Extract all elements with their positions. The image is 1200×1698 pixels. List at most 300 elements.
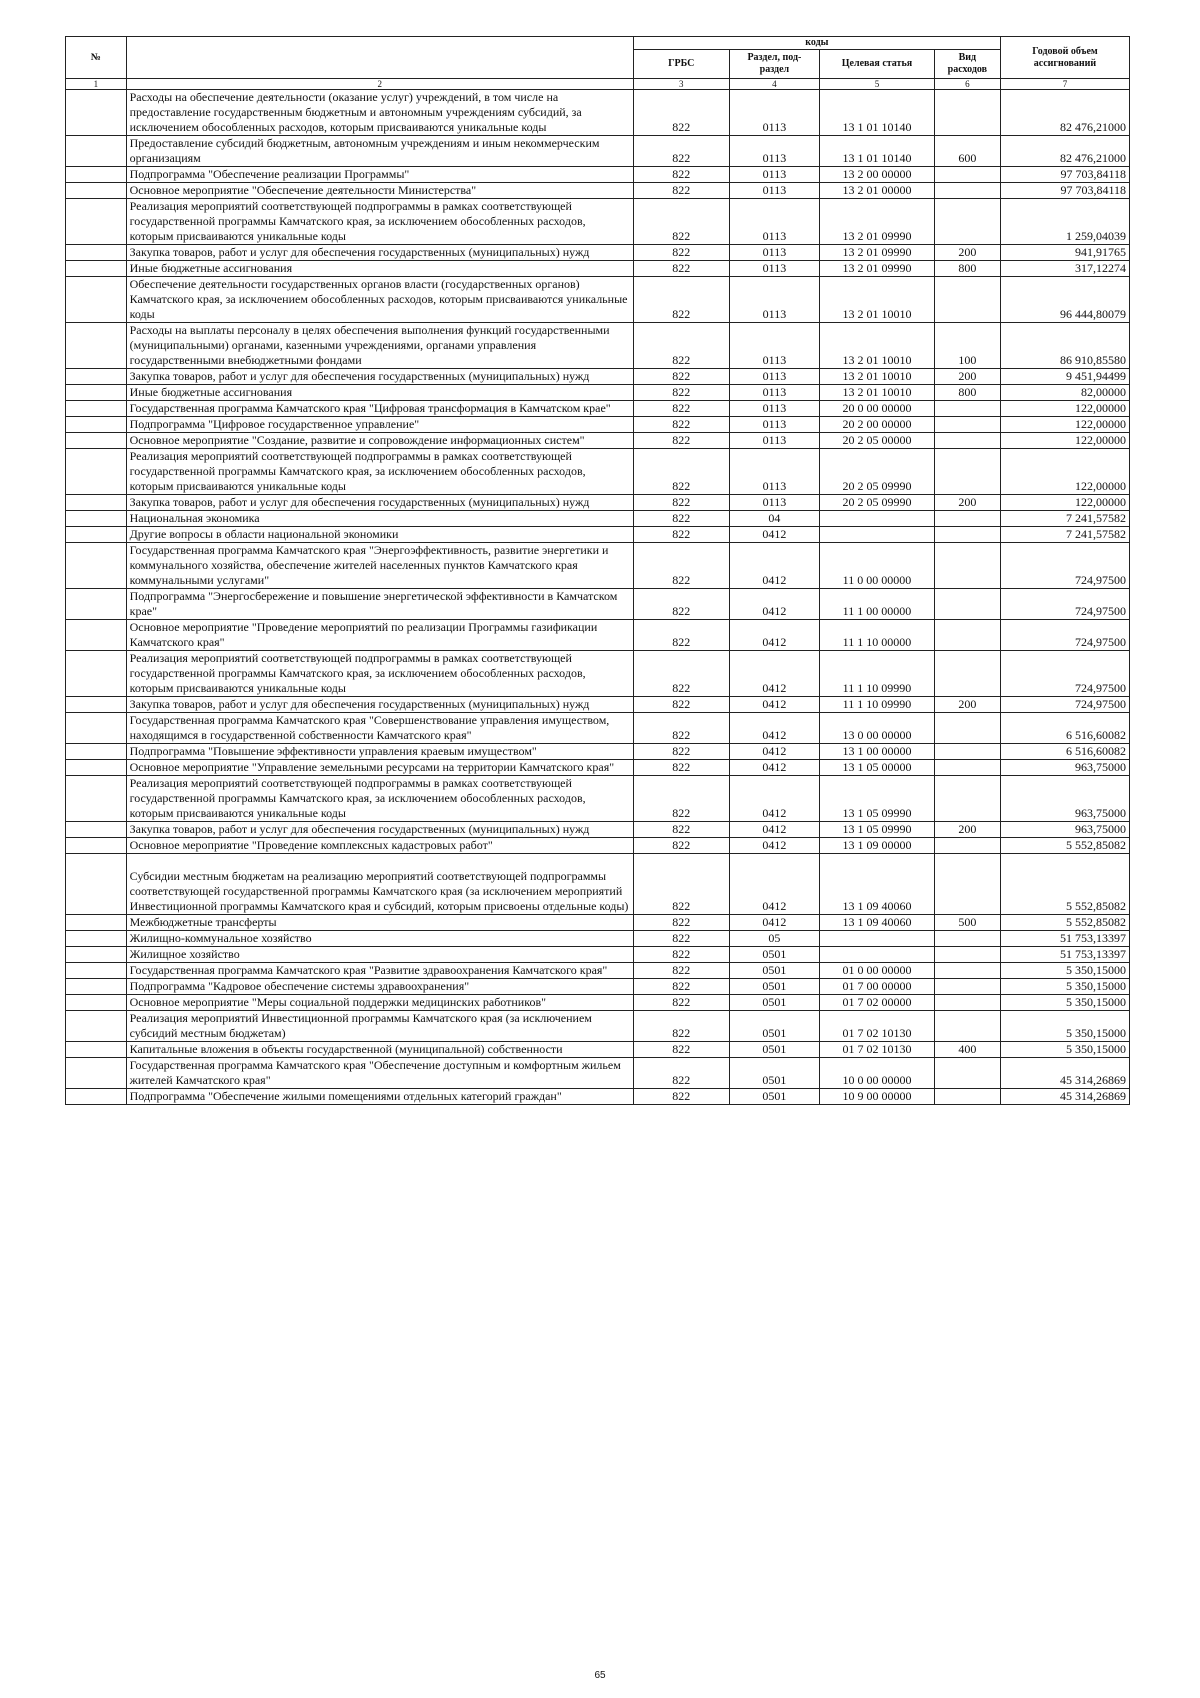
page-number: 65 [594,1670,606,1681]
row-amount: 51 753,13397 [1000,947,1129,963]
row-number [66,543,127,589]
row-name: Жилищное хозяйство [126,947,633,963]
row-expense-type [934,449,1000,495]
row-target-article: 13 1 09 00000 [820,838,935,854]
row-number [66,776,127,822]
header-name [126,37,633,79]
row-razdel: 0501 [729,995,819,1011]
row-razdel: 0412 [729,760,819,776]
row-name: Подпрограмма "Кадровое обеспечение системы здравоохранения" [126,979,633,995]
row-grbs: 822 [633,713,729,744]
row-target-article: 13 1 09 40060 [820,854,935,915]
row-number [66,744,127,760]
row-number [66,511,127,527]
row-target-article: 13 0 00 00000 [820,713,935,744]
row-razdel: 0113 [729,401,819,417]
row-amount: 82 476,21000 [1000,90,1129,136]
table-body [66,90,1130,1105]
row-target-article: 20 2 05 00000 [820,433,935,449]
row-expense-type: 600 [934,136,1000,167]
row-name: Государственная программа Камчатского края "Энергоэффективность, развитие энергетики и коммунального хозяйства, обеспечение жителей населенных пунктов Камчатского края коммунальными услугами" [126,543,633,589]
row-amount: 1 259,04039 [1000,199,1129,245]
row-razdel: 0501 [729,1089,819,1105]
row-expense-type [934,854,1000,915]
row-razdel: 0113 [729,277,819,323]
row-razdel: 0113 [729,245,819,261]
col-number: 5 [820,79,935,90]
table-row [66,931,1130,947]
row-grbs: 822 [633,947,729,963]
row-grbs: 822 [633,651,729,697]
row-grbs: 822 [633,511,729,527]
row-name: Иные бюджетные ассигнования [126,261,633,277]
row-amount: 5 350,15000 [1000,1011,1129,1042]
row-name: Другие вопросы в области национальной экономики [126,527,633,543]
header-razdel: Раздел, под-раздел [729,50,819,79]
row-amount: 9 451,94499 [1000,369,1129,385]
table-row [66,167,1130,183]
row-number [66,136,127,167]
row-name: Реализация мероприятий соответствующей подпрограммы в рамках соответствующей государственной программы Камчатского края, за исключением обособленных расходов, которым присваиваются уникальные коды [126,651,633,697]
row-name: Расходы на выплаты персоналу в целях обеспечения выполнения функций государственными (муниципальными) органами, казенными учреждениями, органами управления государственными внебюджетными фондами [126,323,633,369]
row-name: Государственная программа Камчатского края "Развитие здравоохранения Камчатского края" [126,963,633,979]
row-razdel: 0501 [729,963,819,979]
row-expense-type: 200 [934,245,1000,261]
row-target-article: 20 2 00 00000 [820,417,935,433]
row-number [66,931,127,947]
table-row [66,979,1130,995]
budget-table [65,36,1130,1105]
row-razdel: 0113 [729,323,819,369]
row-name: Подпрограмма "Энергосбережение и повышение энергетической эффективности в Камчатском крае" [126,589,633,620]
row-number [66,1011,127,1042]
row-target-article: 13 2 01 10010 [820,323,935,369]
row-expense-type [934,199,1000,245]
row-number [66,261,127,277]
row-grbs: 822 [633,277,729,323]
row-razdel: 0412 [729,822,819,838]
row-number [66,1089,127,1105]
row-amount: 724,97500 [1000,697,1129,713]
row-amount: 45 314,26869 [1000,1058,1129,1089]
row-amount: 122,00000 [1000,401,1129,417]
row-razdel: 0113 [729,199,819,245]
row-target-article: 13 2 01 10010 [820,385,935,401]
row-number [66,713,127,744]
row-razdel: 0412 [729,543,819,589]
row-target-article: 10 9 00 00000 [820,1089,935,1105]
row-amount: 724,97500 [1000,543,1129,589]
row-grbs: 822 [633,1042,729,1058]
table-row [66,543,1130,589]
row-name: Подпрограмма "Повышение эффективности управления краевым имуществом" [126,744,633,760]
row-name: Закупка товаров, работ и услуг для обеспечения государственных (муниципальных) нужд [126,822,633,838]
row-razdel: 0113 [729,369,819,385]
row-expense-type [934,713,1000,744]
row-grbs: 822 [633,854,729,915]
row-razdel: 0412 [729,744,819,760]
row-number [66,963,127,979]
row-grbs: 822 [633,167,729,183]
row-number [66,323,127,369]
row-name: Реализация мероприятий соответствующей подпрограммы в рамках соответствующей государственной программы Камчатского края, за исключением обособленных расходов, которым присваиваются уникальные коды [126,449,633,495]
row-name: Национальная экономика [126,511,633,527]
row-grbs: 822 [633,1058,729,1089]
col-number: 1 [66,79,127,90]
row-target-article: 13 1 05 00000 [820,760,935,776]
row-expense-type [934,1058,1000,1089]
row-expense-type [934,651,1000,697]
table-row [66,854,1130,915]
table-row [66,511,1130,527]
col-number: 6 [934,79,1000,90]
table-row [66,963,1130,979]
row-grbs: 822 [633,385,729,401]
row-expense-type [934,744,1000,760]
row-razdel: 0113 [729,433,819,449]
row-amount: 82 476,21000 [1000,136,1129,167]
table-row [66,1011,1130,1042]
row-number [66,385,127,401]
row-razdel: 0412 [729,854,819,915]
row-grbs: 822 [633,744,729,760]
row-target-article: 01 7 00 00000 [820,979,935,995]
row-grbs: 822 [633,963,729,979]
row-number [66,947,127,963]
table-row [66,527,1130,543]
row-amount: 724,97500 [1000,620,1129,651]
row-target-article [820,931,935,947]
row-razdel: 0501 [729,947,819,963]
row-number [66,495,127,511]
row-amount: 5 350,15000 [1000,995,1129,1011]
row-target-article: 20 2 05 09990 [820,495,935,511]
table-row [66,838,1130,854]
row-expense-type [934,543,1000,589]
row-name: Капитальные вложения в объекты государственной (муниципальной) собственности [126,1042,633,1058]
row-razdel: 0412 [729,697,819,713]
row-amount: 6 516,60082 [1000,713,1129,744]
row-number [66,527,127,543]
row-amount: 963,75000 [1000,776,1129,822]
row-razdel: 0113 [729,495,819,511]
table-row [66,90,1130,136]
table-row [66,589,1130,620]
table-row [66,697,1130,713]
row-amount: 96 444,80079 [1000,277,1129,323]
row-target-article: 13 2 01 09990 [820,261,935,277]
row-grbs: 822 [633,589,729,620]
table-row [66,995,1130,1011]
row-expense-type [934,947,1000,963]
row-razdel: 0412 [729,915,819,931]
row-target-article: 13 2 01 09990 [820,199,935,245]
row-number [66,979,127,995]
row-expense-type: 200 [934,822,1000,838]
row-grbs: 822 [633,183,729,199]
row-expense-type: 500 [934,915,1000,931]
row-number [66,1042,127,1058]
row-amount: 5 350,15000 [1000,963,1129,979]
row-grbs: 822 [633,261,729,277]
row-name: Межбюджетные трансферты [126,915,633,931]
col-number: 7 [1000,79,1129,90]
table-row [66,277,1130,323]
table-row [66,136,1130,167]
row-expense-type [934,838,1000,854]
row-amount: 51 753,13397 [1000,931,1129,947]
row-name: Основное мероприятие "Проведение мероприятий по реализации Программы газификации Камчатского края" [126,620,633,651]
row-name: Предоставление субсидий бюджетным, автономным учреждениям и иным некоммерческим организациям [126,136,633,167]
row-number [66,401,127,417]
row-expense-type [934,401,1000,417]
row-target-article: 01 7 02 10130 [820,1042,935,1058]
row-name: Реализация мероприятий соответствующей подпрограммы в рамках соответствующей государственной программы Камчатского края, за исключением обособленных расходов, которым присваиваются уникальные коды [126,199,633,245]
row-target-article: 13 1 01 10140 [820,90,935,136]
row-amount: 7 241,57582 [1000,527,1129,543]
row-name: Основное мероприятие "Проведение комплексных кадастровых работ" [126,838,633,854]
row-razdel: 0501 [729,1058,819,1089]
row-target-article: 13 2 01 09990 [820,245,935,261]
row-number [66,822,127,838]
row-amount: 941,91765 [1000,245,1129,261]
row-grbs: 822 [633,697,729,713]
table-row [66,1042,1130,1058]
row-expense-type: 200 [934,369,1000,385]
table-row [66,947,1130,963]
table-row [66,385,1130,401]
table-row [66,776,1130,822]
row-grbs: 822 [633,776,729,822]
row-razdel: 0501 [729,1011,819,1042]
row-expense-type: 100 [934,323,1000,369]
table-row [66,261,1130,277]
row-number [66,199,127,245]
row-razdel: 0412 [729,651,819,697]
row-name: Основное мероприятие "Меры социальной поддержки медицинских работников" [126,995,633,1011]
row-razdel: 0412 [729,838,819,854]
header-num: № [66,37,127,79]
row-grbs: 822 [633,323,729,369]
table-row [66,620,1130,651]
row-grbs: 822 [633,136,729,167]
row-grbs: 822 [633,527,729,543]
row-grbs: 822 [633,838,729,854]
row-amount: 317,12274 [1000,261,1129,277]
row-grbs: 822 [633,495,729,511]
row-number [66,589,127,620]
row-target-article: 20 0 00 00000 [820,401,935,417]
table-row [66,245,1130,261]
row-amount: 97 703,84118 [1000,167,1129,183]
row-expense-type [934,620,1000,651]
row-grbs: 822 [633,245,729,261]
row-grbs: 822 [633,931,729,947]
row-name: Основное мероприятие "Управление земельными ресурсами на территории Камчатского края" [126,760,633,776]
row-expense-type [934,277,1000,323]
table-row [66,651,1130,697]
row-number [66,277,127,323]
row-expense-type [934,931,1000,947]
row-name: Подпрограмма "Обеспечение жилыми помещениями отдельных категорий граждан" [126,1089,633,1105]
table-row [66,449,1130,495]
table-row [66,822,1130,838]
row-number [66,369,127,385]
row-target-article: 10 0 00 00000 [820,1058,935,1089]
row-number [66,1058,127,1089]
header-sum: Годовой объем ассигнований [1000,37,1129,79]
row-grbs: 822 [633,915,729,931]
row-target-article: 01 0 00 00000 [820,963,935,979]
row-number [66,915,127,931]
row-expense-type [934,1011,1000,1042]
row-target-article: 01 7 02 10130 [820,1011,935,1042]
row-razdel: 0113 [729,385,819,401]
row-grbs: 822 [633,979,729,995]
row-name: Государственная программа Камчатского края "Цифровая трансформация в Камчатском крае" [126,401,633,417]
header-cs: Целевая статья [820,50,935,79]
row-name: Иные бюджетные ассигнования [126,385,633,401]
row-grbs: 822 [633,995,729,1011]
row-target-article: 11 1 10 09990 [820,651,935,697]
row-grbs: 822 [633,369,729,385]
table-row [66,915,1130,931]
row-expense-type [934,433,1000,449]
header-codes: коды [633,37,1000,50]
table-row [66,744,1130,760]
row-expense-type: 200 [934,495,1000,511]
row-expense-type: 400 [934,1042,1000,1058]
table-row [66,760,1130,776]
row-amount: 82,00000 [1000,385,1129,401]
row-expense-type [934,90,1000,136]
row-number [66,854,127,915]
row-name: Основное мероприятие "Создание, развитие и сопровождение информационных систем" [126,433,633,449]
col-number: 4 [729,79,819,90]
row-amount: 97 703,84118 [1000,183,1129,199]
table-row [66,713,1130,744]
row-expense-type [934,963,1000,979]
row-amount: 122,00000 [1000,449,1129,495]
row-expense-type: 800 [934,261,1000,277]
table-row [66,369,1130,385]
row-amount: 122,00000 [1000,495,1129,511]
row-name: Реализация мероприятий соответствующей подпрограммы в рамках соответствующей государственной программы Камчатского края, за исключением обособленных расходов, которым присваиваются уникальные коды [126,776,633,822]
row-grbs: 822 [633,822,729,838]
row-razdel: 0501 [729,1042,819,1058]
row-expense-type [934,995,1000,1011]
row-name: Закупка товаров, работ и услуг для обеспечения государственных (муниципальных) нужд [126,495,633,511]
row-target-article: 13 2 01 10010 [820,369,935,385]
row-target-article: 11 1 00 00000 [820,589,935,620]
row-target-article: 01 7 02 00000 [820,995,935,1011]
row-target-article [820,527,935,543]
row-razdel: 0412 [729,776,819,822]
row-name: Реализация мероприятий Инвестиционной программы Камчатского края (за исключением субсидий местным бюджетам) [126,1011,633,1042]
row-name: Государственная программа Камчатского края "Совершенствование управления имуществом, находящимся в государственной собственности Камчатского края" [126,713,633,744]
row-expense-type [934,183,1000,199]
row-amount: 724,97500 [1000,589,1129,620]
row-target-article: 13 1 00 00000 [820,744,935,760]
row-razdel: 05 [729,931,819,947]
row-razdel: 0501 [729,979,819,995]
row-razdel: 0113 [729,417,819,433]
row-target-article: 13 1 01 10140 [820,136,935,167]
row-target-article: 11 0 00 00000 [820,543,935,589]
row-grbs: 822 [633,1089,729,1105]
row-name: Жилищно-коммунальное хозяйство [126,931,633,947]
table-row [66,401,1130,417]
row-number [66,995,127,1011]
row-razdel: 0113 [729,449,819,495]
row-target-article [820,947,935,963]
row-amount: 724,97500 [1000,651,1129,697]
row-name: Расходы на обеспечение деятельности (оказание услуг) учреждений, в том числе на предоставление государственным бюджетным и автономным учреждениям субсидий, за исключением обособленных расходов, которым присваиваются уникальные коды [126,90,633,136]
row-target-article: 13 2 01 00000 [820,183,935,199]
row-target-article: 13 1 05 09990 [820,776,935,822]
row-name: Государственная программа Камчатского края "Обеспечение доступным и комфортным жильем жителей Камчатского края" [126,1058,633,1089]
row-target-article: 13 2 00 00000 [820,167,935,183]
row-razdel: 0412 [729,589,819,620]
row-target-article: 13 2 01 10010 [820,277,935,323]
row-target-article: 13 1 05 09990 [820,822,935,838]
row-number [66,433,127,449]
row-number [66,697,127,713]
row-grbs: 822 [633,543,729,589]
table-row [66,417,1130,433]
row-amount: 5 350,15000 [1000,979,1129,995]
row-amount: 5 552,85082 [1000,838,1129,854]
row-amount: 7 241,57582 [1000,511,1129,527]
row-expense-type [934,511,1000,527]
row-number [66,449,127,495]
row-amount: 5 350,15000 [1000,1042,1129,1058]
row-name: Закупка товаров, работ и услуг для обеспечения государственных (муниципальных) нужд [126,369,633,385]
row-razdel: 0412 [729,620,819,651]
row-name: Подпрограмма "Цифровое государственное управление" [126,417,633,433]
row-target-article: 20 2 05 09990 [820,449,935,495]
row-grbs: 822 [633,1011,729,1042]
table-row [66,323,1130,369]
table-row [66,1089,1130,1105]
row-number [66,90,127,136]
row-number [66,760,127,776]
table-row [66,433,1130,449]
header-vid: Вид расходов [934,50,1000,79]
row-grbs: 822 [633,401,729,417]
row-razdel: 04 [729,511,819,527]
row-name: Закупка товаров, работ и услуг для обеспечения государственных (муниципальных) нужд [126,245,633,261]
row-name: Субсидии местным бюджетам на реализацию мероприятий соответствующей подпрограммы соответствующей государственной программы Камчатского края (за исключением мероприятий Инвестиционной программы Камчатского края и субсидий, которым присвоены отдельные коды) [126,854,633,915]
col-number: 3 [633,79,729,90]
row-expense-type [934,1089,1000,1105]
row-grbs: 822 [633,620,729,651]
row-target-article [820,511,935,527]
row-amount: 963,75000 [1000,760,1129,776]
row-amount: 122,00000 [1000,417,1129,433]
row-grbs: 822 [633,199,729,245]
row-amount: 86 910,85580 [1000,323,1129,369]
row-expense-type [934,776,1000,822]
header-grbs: ГРБС [633,50,729,79]
col-number: 2 [126,79,633,90]
row-grbs: 822 [633,417,729,433]
row-grbs: 822 [633,760,729,776]
row-name: Основное мероприятие "Обеспечение деятельности Министерства" [126,183,633,199]
row-number [66,167,127,183]
row-name: Подпрограмма "Обеспечение реализации Программы" [126,167,633,183]
row-name: Закупка товаров, работ и услуг для обеспечения государственных (муниципальных) нужд [126,697,633,713]
